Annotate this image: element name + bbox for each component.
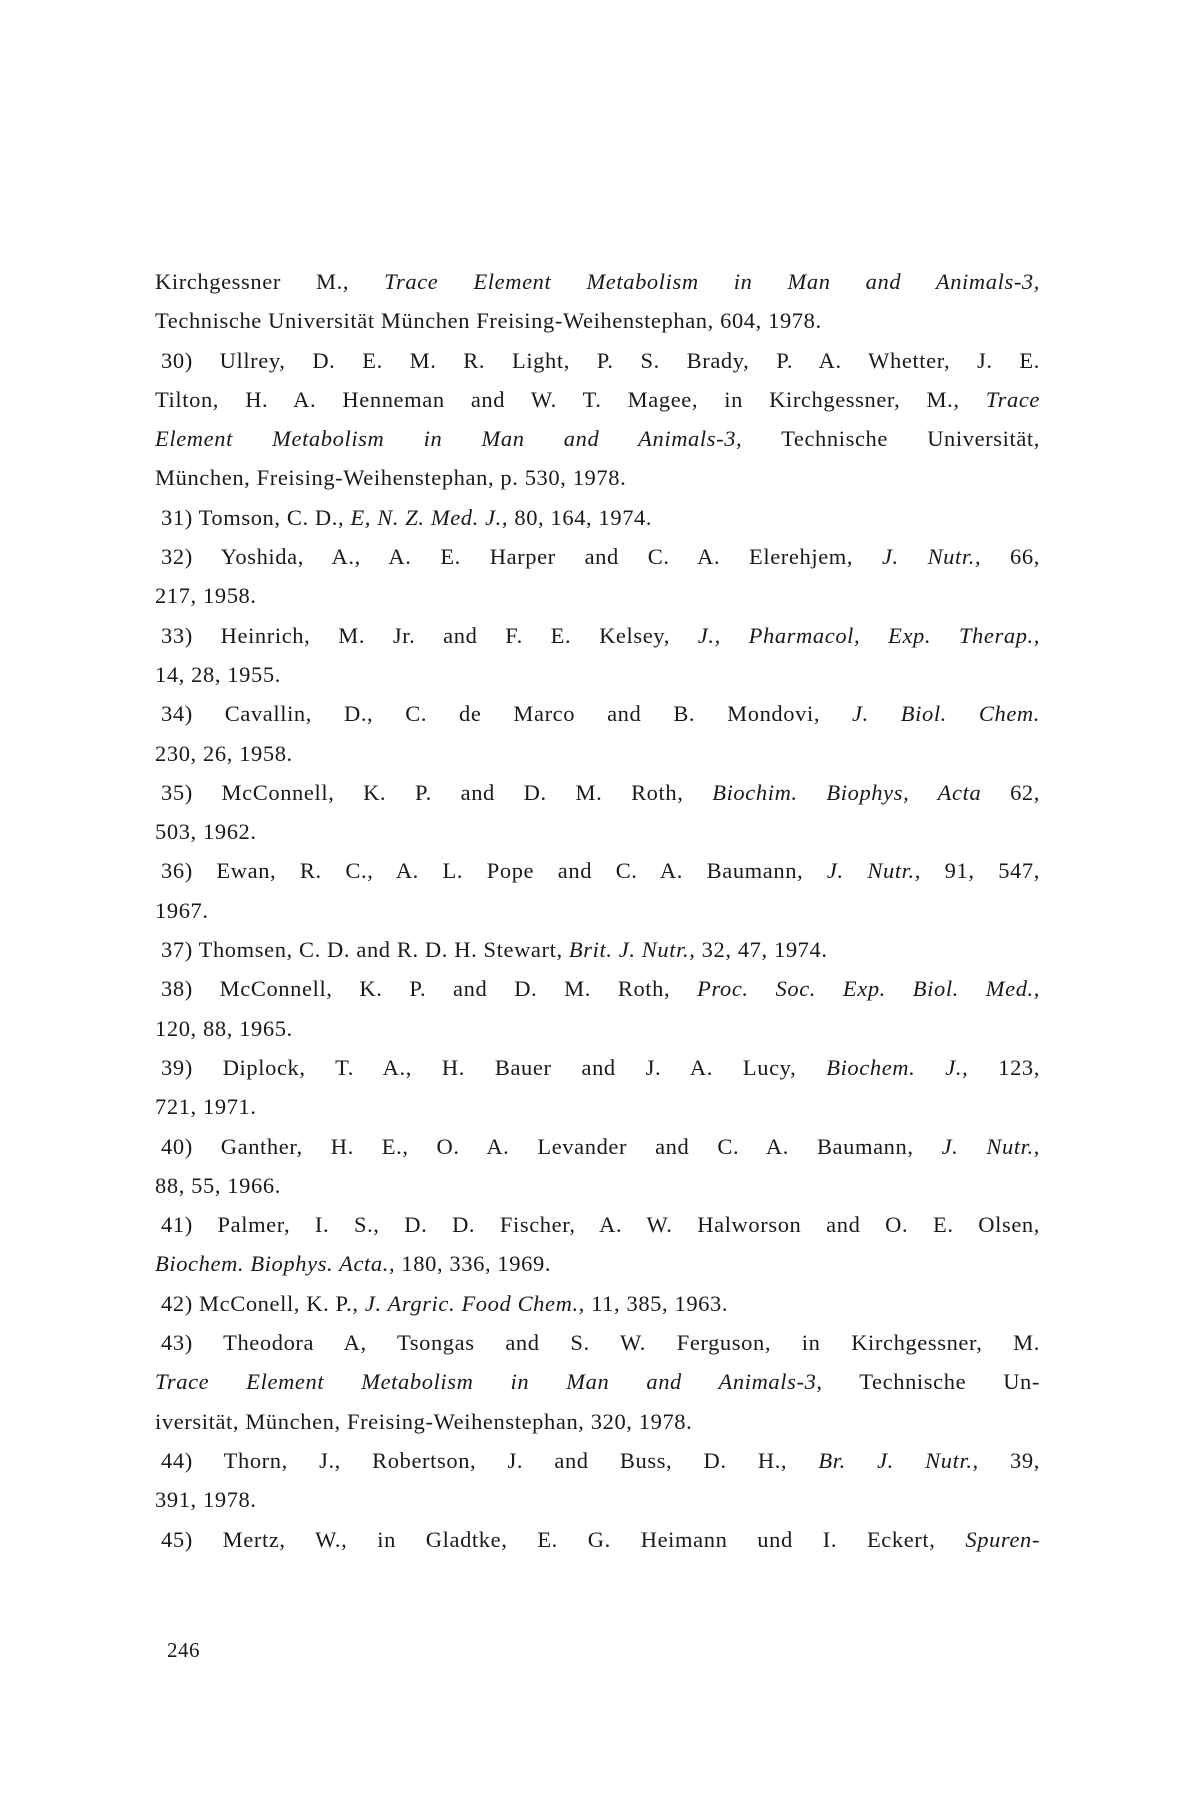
ref-author: 40) Ganther, H. E., O. A. Levander and C. A. Baumann, <box>161 1133 914 1159</box>
reference-35-line-1 <box>155 773 1040 812</box>
ref-title: Trace <box>985 386 1041 412</box>
ref-author: 43) Theodora A, Tsongas and S. W. Ferguson, in Kirchgessner, M. <box>161 1330 1040 1356</box>
ref-title: Spuren- <box>965 1526 1040 1552</box>
ref-title: Element Metabolism in Man and Animals-3, <box>155 426 743 452</box>
ref-source: 14, 28, 1955. <box>155 661 281 687</box>
ref-author: Kirchgessner M., <box>155 269 350 294</box>
ref-journal: Brit. J. Nutr., <box>568 937 696 963</box>
reference-41-line-2 <box>155 1244 1040 1283</box>
reference-44-line-2 <box>155 1480 1040 1519</box>
ref-source: 1967. <box>155 897 209 923</box>
reference-36-line-2 <box>155 891 1040 930</box>
ref-author: 34) Cavallin, D., C. de Marco and B. Mondovi, <box>161 701 821 727</box>
ref-journal: E, N. Z. Med. J., <box>350 504 509 530</box>
ref-author: 37) Thomsen, C. D. and R. D. H. Stewart, <box>161 937 563 963</box>
reference-35-line-2 <box>155 812 1040 851</box>
ref-title: Trace Element Metabolism in Man and Animals-3, <box>155 1369 823 1395</box>
reference-31 <box>155 498 1040 537</box>
page-number: 246 <box>167 1638 200 1662</box>
reference-41-line-1 <box>155 1205 1040 1244</box>
ref-source: München, Freising-Weihenstephan, p. 530, 1978. <box>155 465 627 491</box>
ref-author: 45) Mertz, W., in Gladtke, E. G. Heimann und I. Eckert, <box>161 1526 936 1552</box>
reference-30-line-2 <box>155 380 1040 419</box>
ref-author: 41) Palmer, I. S., D. D. Fischer, A. W. Halworson and O. E. Olsen, <box>161 1212 1040 1238</box>
reference-32-line-2 <box>155 576 1040 615</box>
ref-source: 80, 164, 1974. <box>514 504 653 530</box>
ref-source: 180, 336, 1969. <box>401 1251 552 1277</box>
ref-source: 230, 26, 1958. <box>155 740 293 766</box>
ref-source: 91, 547, <box>944 858 1040 884</box>
ref-author: 38) McConnell, K. P. and D. M. Roth, <box>161 976 671 1002</box>
ref-source: iversität, München, Freising-Weihenstephan, 320, 1978. <box>155 1408 693 1434</box>
ref-journal: Br. J. Nutr., <box>818 1447 979 1473</box>
ref-source: 120, 88, 1965. <box>155 1015 293 1041</box>
ref-source: 11, 385, 1963. <box>591 1290 729 1316</box>
ref-source: Technische Universität München Freising-Weihenstephan, 604, 1978. <box>155 308 822 334</box>
ref-journal: Biochem. J., <box>826 1054 969 1080</box>
reference-34-line-2 <box>155 734 1040 773</box>
ref-text: Technische Un- <box>859 1369 1040 1395</box>
reference-38-line-2 <box>155 1009 1040 1048</box>
ref-journal: J. Argric. Food Chem., <box>364 1290 585 1316</box>
reference-40-line-1 <box>155 1127 1040 1166</box>
reference-42 <box>155 1284 1040 1323</box>
reference-29-line-1 <box>155 262 1040 301</box>
reference-32-line-1 <box>155 537 1040 576</box>
ref-author: 35) McConnell, K. P. and D. M. Roth, <box>161 779 684 805</box>
ref-source: 88, 55, 1966. <box>155 1172 281 1198</box>
reference-30-line-3 <box>155 419 1040 458</box>
reference-36-line-1 <box>155 851 1040 890</box>
reference-38-line-1 <box>155 969 1040 1008</box>
reference-43-line-1 <box>155 1323 1040 1362</box>
ref-journal: J. Nutr., <box>826 858 921 884</box>
ref-author: 36) Ewan, R. C., A. L. Pope and C. A. Baumann, <box>161 858 804 884</box>
ref-text: Technische Universität, <box>781 426 1040 452</box>
ref-source: 123, <box>998 1054 1040 1080</box>
ref-journal: Biochim. Biophys, Acta <box>712 779 982 805</box>
reference-45-line-1 <box>155 1520 1040 1559</box>
reference-43-line-2 <box>155 1362 1040 1401</box>
reference-40-line-2 <box>155 1166 1040 1205</box>
reference-44-line-1 <box>155 1441 1040 1480</box>
ref-journal: J., Pharmacol, Exp. Therap., <box>697 622 1040 648</box>
reference-33-line-1 <box>155 616 1040 655</box>
ref-author: 39) Diplock, T. A., H. Bauer and J. A. Lucy, <box>161 1054 797 1080</box>
ref-source: 721, 1971. <box>155 1094 257 1120</box>
ref-source: 66, <box>1010 544 1040 570</box>
ref-author: 32) Yoshida, A., A. E. Harper and C. A. Elerehjem, <box>161 544 854 570</box>
reference-39-line-2 <box>155 1087 1040 1126</box>
reference-30-line-4 <box>155 458 1040 497</box>
reference-34-line-1 <box>155 694 1040 733</box>
reference-list <box>155 262 1040 1559</box>
ref-source: 391, 1978. <box>155 1487 257 1513</box>
ref-text: 30) Ullrey, D. E. M. R. Light, P. S. Brady, P. A. Whetter, J. E. <box>161 347 1040 373</box>
ref-journal: Proc. Soc. Exp. Biol. Med., <box>697 976 1040 1002</box>
ref-author: 44) Thorn, J., Robertson, J. and Buss, D. H., <box>161 1447 788 1473</box>
reference-30-line-1 <box>155 341 1040 380</box>
ref-journal: J. Nutr., <box>941 1133 1040 1159</box>
ref-source: 32, 47, 1974. <box>701 937 828 963</box>
ref-journal: Biochem. Biophys. Acta., <box>155 1251 396 1277</box>
ref-title: Trace Element Metabolism in Man and Animals-3, <box>384 269 1040 294</box>
reference-39-line-1 <box>155 1048 1040 1087</box>
ref-journal: J. Nutr., <box>881 544 982 570</box>
reference-33-line-2 <box>155 655 1040 694</box>
ref-author: 31) Tomson, C. D., <box>161 504 345 530</box>
ref-author: 42) McConell, K. P., <box>161 1290 359 1316</box>
ref-source: 217, 1958. <box>155 583 257 609</box>
ref-journal: J. Biol. Chem. <box>852 701 1040 727</box>
ref-source: 39, <box>1010 1447 1040 1473</box>
ref-author: 33) Heinrich, M. Jr. and F. E. Kelsey, <box>161 622 670 648</box>
ref-source: 503, 1962. <box>155 819 257 845</box>
reference-29-line-2 <box>155 301 1040 340</box>
ref-text: Tilton, H. A. Henneman and W. T. Magee, in Kirchgessner, M., <box>155 386 960 412</box>
reference-37 <box>155 930 1040 969</box>
ref-source: 62, <box>1010 779 1040 805</box>
reference-43-line-3 <box>155 1402 1040 1441</box>
